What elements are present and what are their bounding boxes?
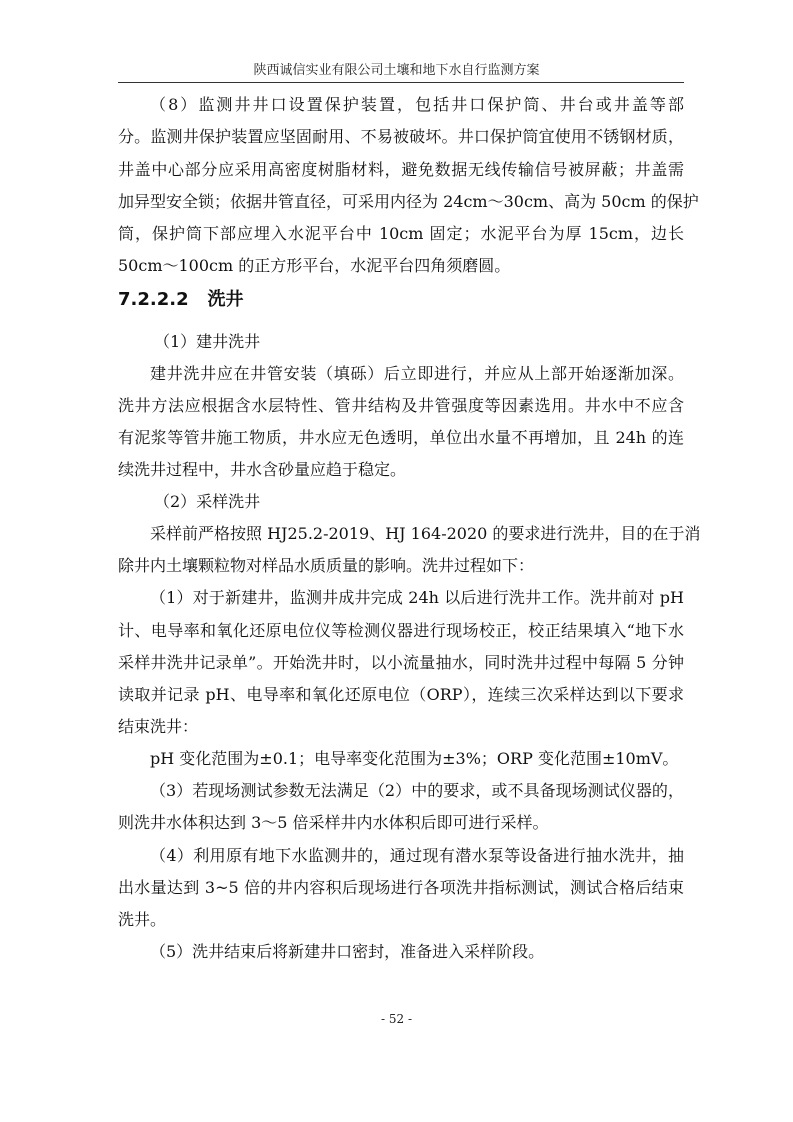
paragraph-line: （3）若现场测试参数无法满足（2）中的要求，或不具备现场测试仪器的，	[150, 781, 684, 800]
subsection-title: （2）采样洗井	[154, 492, 261, 511]
paragraph-line: 分。监测井保护装置应坚固耐用、不易被破坏。井口保护筒宜使用不锈钢材质，	[118, 127, 684, 146]
paragraph-line: 读取并记录 pH、电导率和氧化还原电位（ORP），连续三次采样达到以下要求	[118, 685, 684, 704]
paragraph-line: 续洗井过程中，井水含砂量应趋于稳定。	[118, 460, 407, 479]
paragraph-line: 50cm～100cm 的正方形平台，水泥平台四角须磨圆。	[118, 256, 511, 275]
section-heading	[118, 288, 243, 312]
paragraph-line: 井盖中心部分应采用高密度树脂材料，避免数据无线传输信号被屏蔽；井盖需	[118, 160, 684, 179]
paragraph-line: 有泥浆等管井施工物质，井水应无色透明，单位出水量不再增加，且 24h 的连	[118, 428, 684, 447]
page-number: - 52 -	[380, 1012, 412, 1026]
paragraph-line: 采样前严格按照 HJ25.2-2019、HJ 164-2020 的要求进行洗井，目的在于消	[150, 524, 701, 543]
section-title: 洗井	[207, 289, 244, 310]
paragraph-line: 洗井方法应根据含水层特性、管井结构及井管强度等因素选用。井水中不应含	[118, 396, 684, 415]
paragraph-line: 结束洗井：	[118, 717, 199, 736]
paragraph-line: 加异型安全锁；依据井管直径，可采用内径为 24cm～30cm、高为 50cm 的保护	[118, 192, 699, 211]
paragraph-line: 出水量达到 3~5 倍的井内容积后现场进行各项洗井指标测试，测试合格后结束	[118, 878, 684, 897]
paragraph-line: （1）对于新建井，监测井成井完成 24h 以后进行洗井工作。洗井前对 pH	[150, 588, 684, 607]
paragraph-line: 则洗井水体积达到 3～5 倍采样井内水体积后即可进行采样。	[118, 813, 549, 832]
section-number: 7.2.2.2	[118, 289, 189, 310]
paragraph-line: 采样井洗井记录单”。开始洗井时，以小流量抽水，同时洗井过程中每隔 5 分钟	[118, 653, 684, 672]
paragraph-line: 计、电导率和氧化还原电位仪等检测仪器进行现场校正，校正结果填入“地下水	[118, 621, 684, 640]
page-header: 陕西诚信实业有限公司土壤和地下水自行监测方案	[253, 63, 540, 78]
header-divider	[118, 82, 684, 83]
paragraph-line: （8）监测井井口设置保护装置，包括井口保护筒、井台或井盖等部	[150, 95, 684, 114]
criteria-line: pH 变化范围为±0.1；电导率变化范围为±3%；ORP 变化范围±10mV。	[150, 749, 679, 768]
paragraph-line: （5）洗井结束后将新建井口密封，准备进入采样阶段。	[150, 942, 545, 961]
paragraph-line: 除井内土壤颗粒物对样品水质质量的影响。洗井过程如下：	[118, 556, 535, 575]
paragraph-line: 筒，保护筒下部应埋入水泥平台中 10cm 固定；水泥平台为厚 15cm，边长	[118, 224, 684, 243]
paragraph-line: 建井洗井应在井管安装（填砾）后立即进行，并应从上部开始逐渐加深。	[150, 364, 684, 383]
paragraph-line: （4）利用原有地下水监测井的，通过现有潜水泵等设备进行抽水洗井，抽	[150, 846, 684, 865]
subsection-title: （1）建井洗井	[154, 332, 261, 351]
paragraph-line: 洗井。	[118, 910, 167, 929]
